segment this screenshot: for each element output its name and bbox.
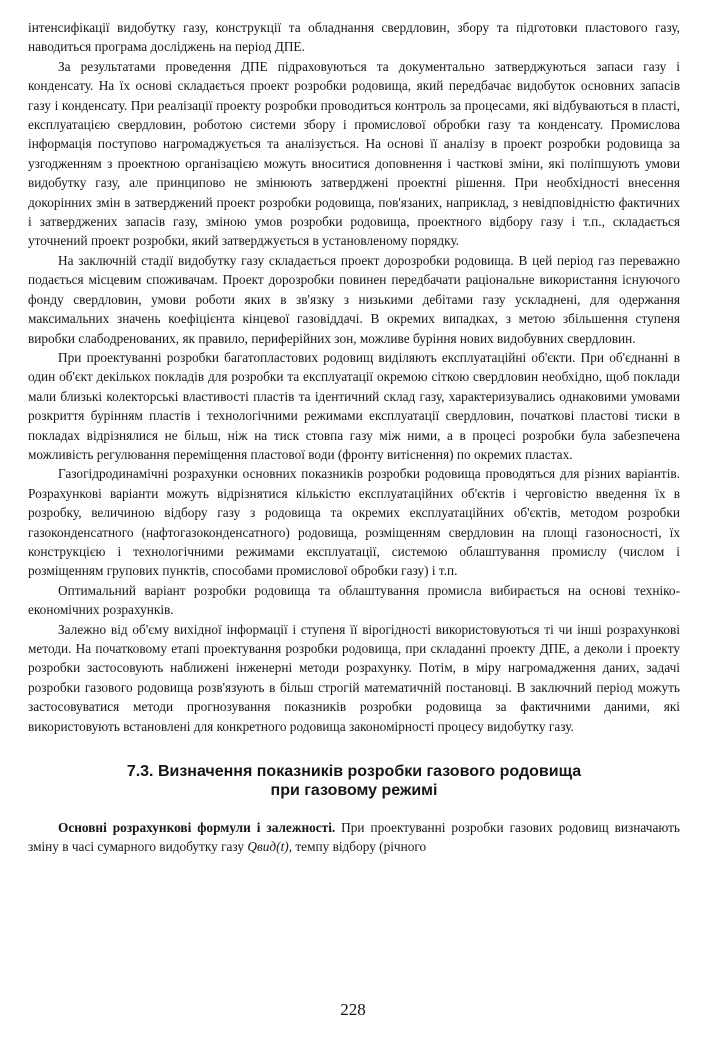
paragraph-7: Залежно від об'єму вихідної інформації і ступеня її вірогідності використовуються ті чи інші розрахункові методи. На початковому етапі проектування розробки родовища, при складанні проекту ДПЕ, а деколи і проекту розробки застосовують наближені інженерні методи розрахунку. Потім, в міру нагромадження даних, задачі розробки газового родовища розв'язують в більш строгій математичній постановці. В заключний період можуть застосовуватися методи прогнозування показників розробки родовища за фактичними даними, які використовують встановлені для конкретного родовища закономірності процесу видобутку газу. xyxy=(28,621,680,734)
formula-q-vid: Qвид(t) xyxy=(247,839,289,855)
final-text-before: При проектуванні розробки газових родовищ визначають зміну в часі сумарного видобутку газу xyxy=(28,820,680,855)
lead-phrase: Основні розрахункові формули і залежності. xyxy=(58,820,336,836)
paragraph-1: інтенсифікації видобутку газу, конструкції та обладнання свердловин, збору та підготовки пластового газу, наводиться програма досліджень на період ДПЕ. xyxy=(28,20,680,55)
body-text xyxy=(28,18,680,736)
section-heading xyxy=(28,762,680,800)
page-number: 228 xyxy=(340,1000,366,1019)
section-heading-line-1: 7.3. Визначення показників розробки газового родовища xyxy=(126,763,582,781)
paragraph-3: На заключній стадії видобутку газу складається проект дорозробки родовища. В цей період газ переважно подається місцевим споживачам. Проект дорозробки повинен передбачати раціональне використання існуючого фонду свердловин, умови роботи яких в зв'язку з низькими дебітами газу ускладнені, для одержання максимальних значень коефіцієнта кінцевої газовіддачі. В окремих випадках, з метою збільшення ступеня виробки слабодренованих, як правило, периферійних зон, можливе буріння нових видобувних свердловин. xyxy=(28,252,680,346)
final-text-after: , темпу відбору (річного xyxy=(288,839,427,855)
final-body-text xyxy=(28,818,680,857)
paragraph-6: Оптимальний варіант розробки родовища та облаштування промисла вибирається на основі техніко-економічних розрахунків. xyxy=(28,582,680,618)
final-paragraph xyxy=(28,818,680,857)
paragraph-4: При проектуванні розробки багатопластових родовищ виділяють експлуатаційні об'єкти. При об'єднанні в один об'єкт декількох покладів для розробки та експлуатації окремою сіткою свердловин необхідно, щоб поклади мали близькі колекторські властивості пластів та ідентичний склад газу, характеризувались однаковими умовами розкриття бурінням пластів і технологічними режимами експлуатації свердловин, початкові пластові тиски в покладах відрізнялися не більш, ніж на тиск стовпа газу між ними, а в процесі розробки була забезпечена можливість регулювання переміщення пластової води (фронту витіснення) по окремих пластах. xyxy=(28,349,680,462)
section-heading-line-2: при газовому режимі xyxy=(270,782,438,800)
paragraph-2: За результатами проведення ДПЕ підраховуються та документально затверджуються запаси газу і конденсату. На їх основі складається проект розробки родовища, який передбачає видобуток основних запасів газу і конденсату. При реалізації проекту розробки проводиться контроль за процесами, які відбуваються в пласті, експлуатацією свердловин, роботою системи збору і промислової обробки газу та конденсату. Промислова інформація поступово нагромаджується та аналізується. На основі її аналізу в проект розробки родовища за узгодженням з проектною організацією можуть вноситися доповнення і часткові зміни, які поліпшують умови видобутку газу, але принципово не змінюють затверджені проектні рішення. При необхідності внесення докорінних змін в затверджений проект розробки родовища, пов'язаних, наприклад, з невідповідністю фактичних і затверджених запасів газу, зміною умов розробки родовища, проектного відбору газу і т.п., складається уточнений проект розробки, який затверджується в установленому порядку. xyxy=(28,58,680,249)
paragraph-5: Газогідродинамічні розрахунки основних показників розробки родовища проводяться для різних варіантів. Розрахункові варіанти можуть відрізнятися кількістю експлуатаційних об'єктів і черговістю введення їх в розробку, величиною відбору газу з родовища та окремих експлуатаційних об'єктів, методом розробки газоконденсатного (нафтогазоконденсатного) родовища, розміщенням свердловин на площі газоносності, їх конструкцією і технологічними режимами експлуатації, системою облаштування промислу (числом і розміщенням групових пунктів, способами промислової обробки газу) і т.п. xyxy=(28,466,680,579)
